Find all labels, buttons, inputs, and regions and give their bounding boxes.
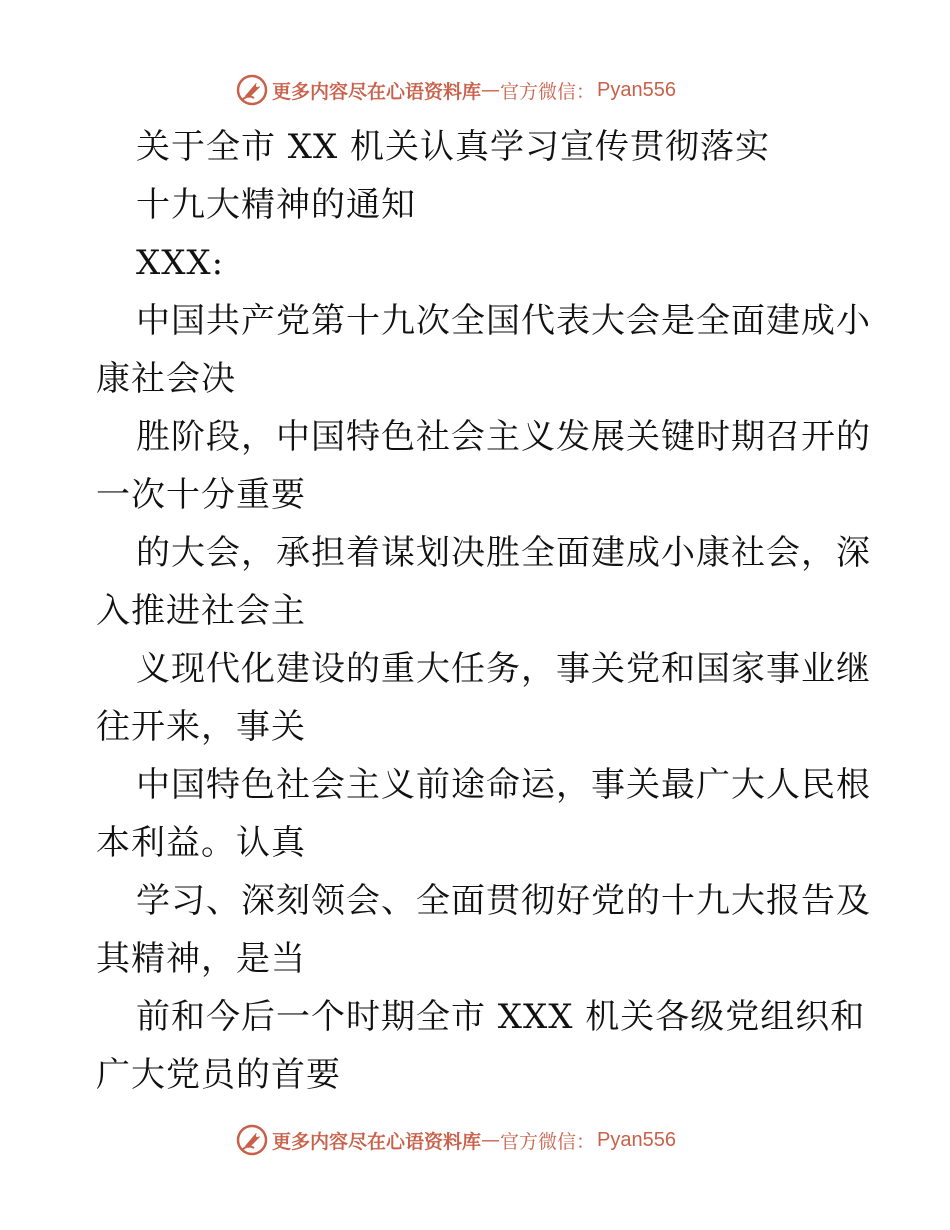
document-title-line-1: 关于全市 XX 机关认真学习宣传贯彻落实 bbox=[136, 127, 771, 167]
footer-watermark-banner bbox=[236, 1123, 676, 1157]
banner-dash: — bbox=[481, 1129, 501, 1151]
document-title-line-2: 十九大精神的通知 bbox=[136, 185, 416, 225]
paragraph-line: 其精神，是当 bbox=[96, 939, 306, 979]
paragraph-line: 往开来，事关 bbox=[96, 707, 306, 747]
document-recipient: XXX: bbox=[136, 243, 225, 283]
paragraph-line: 广大党员的首要 bbox=[96, 1055, 341, 1095]
paragraph-line: 本利益。认真 bbox=[96, 823, 306, 863]
banner-dash: — bbox=[481, 79, 501, 101]
banner-wechat-label: 官方微信： bbox=[500, 1130, 596, 1153]
paragraph-line: 康社会决 bbox=[96, 359, 236, 399]
banner-text: 更多内容尽在心语资料库 bbox=[272, 80, 482, 103]
banner-text: 更多内容尽在心语资料库 bbox=[272, 1130, 482, 1153]
paragraph-line: 入推进社会主 bbox=[96, 591, 306, 631]
paragraph-line: 的大会，承担着谋划决胜全面建成小康社会，深 bbox=[136, 533, 871, 573]
header-watermark-banner bbox=[236, 73, 676, 107]
paragraph-line: 一次十分重要 bbox=[96, 475, 306, 515]
banner-wechat-id: Pyan556 bbox=[597, 1128, 676, 1151]
banner-wechat-label: 官方微信： bbox=[500, 80, 596, 103]
paragraph-line: 胜阶段，中国特色社会主义发展关键时期召开的 bbox=[136, 417, 871, 457]
pen-nib-logo-icon bbox=[236, 1124, 268, 1156]
paragraph-line: 中国特色社会主义前途命运，事关最广大人民根 bbox=[136, 765, 871, 805]
paragraph-line: 中国共产党第十九次全国代表大会是全面建成小 bbox=[136, 301, 871, 341]
pen-nib-logo-icon bbox=[236, 74, 268, 106]
paragraph-line: 义现代化建设的重大任务，事关党和国家事业继 bbox=[136, 649, 871, 689]
paragraph-line: 学习、深刻领会、全面贯彻好党的十九大报告及 bbox=[136, 881, 871, 921]
banner-wechat-id: Pyan556 bbox=[597, 78, 676, 101]
paragraph-line: 前和今后一个时期全市 XXX 机关各级党组织和 bbox=[136, 997, 866, 1037]
